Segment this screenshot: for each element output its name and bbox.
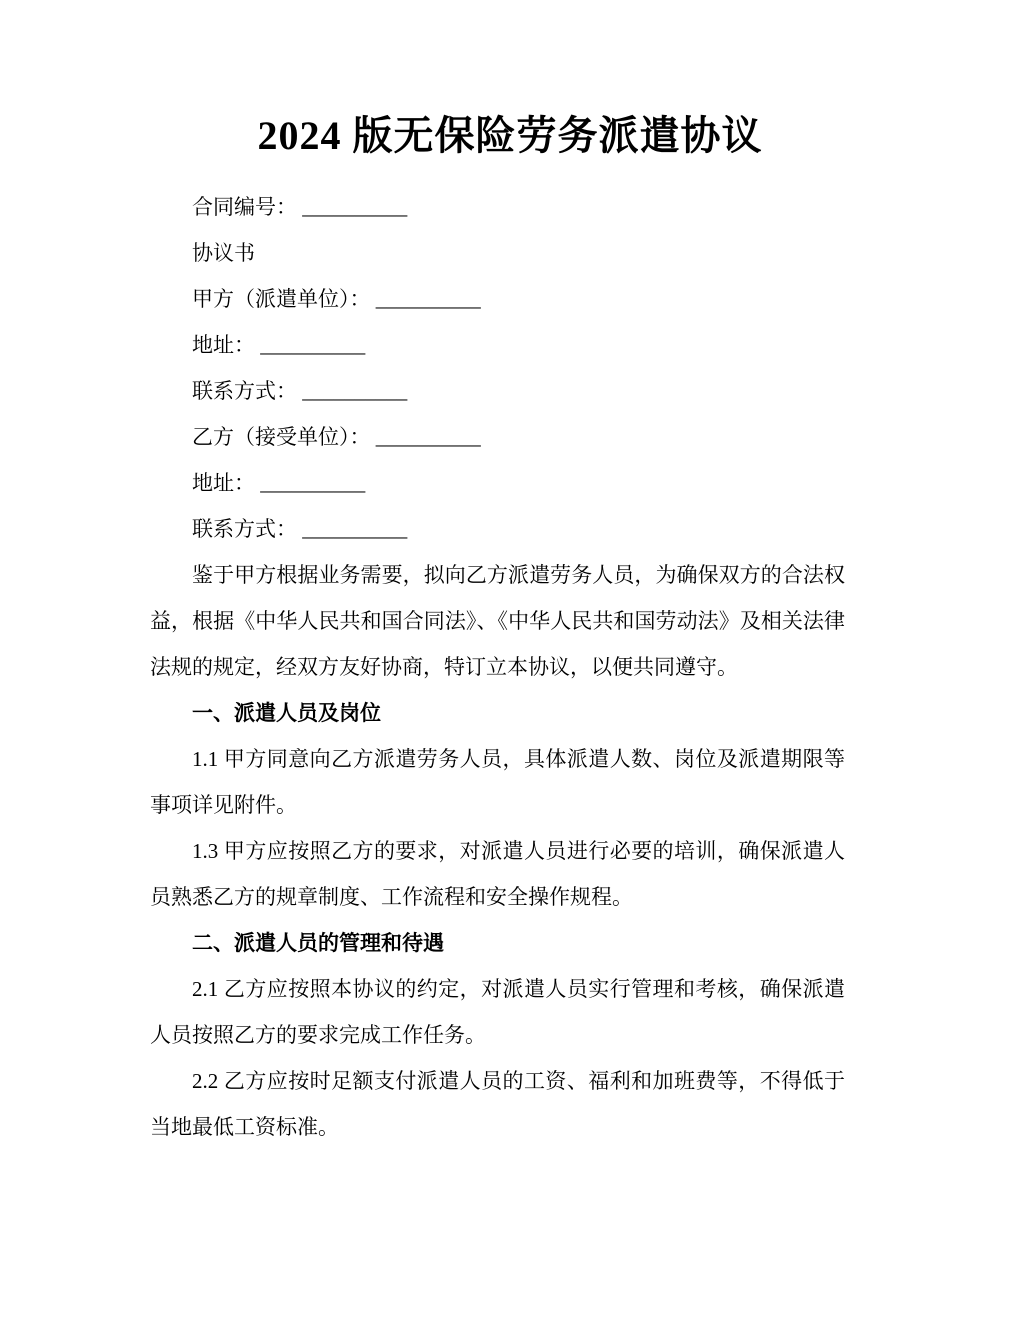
party-b-line: 乙方（接受单位）： __________ <box>192 425 481 449</box>
party-b-address-line: 地址： __________ <box>192 471 366 495</box>
section-1-heading: 一、派遣人员及岗位 <box>192 701 381 725</box>
party-b-contact-line: 联系方式： __________ <box>192 517 408 541</box>
document-title: 2024 版无保险劳务派遣协议 <box>257 113 763 158</box>
party-a-contact-line: 联系方式： __________ <box>192 379 408 403</box>
contract-number-line: 合同编号： __________ <box>192 195 408 219</box>
preamble-paragraph: 鉴于甲方根据业务需要，拟向乙方派遣劳务人员，为确保双方的合法权益，根据《中华人民共和国合同法》、《中华人民共和国劳动法》及相关法律法规的规定，经双方友好协商，特订立本协议，以便共同遵守。 <box>150 563 845 679</box>
clause-1-3: 1.3 甲方应按照乙方的要求，对派遣人员进行必要的培训，确保派遣人员熟悉乙方的规章制度、工作流程和安全操作规程。 <box>150 839 845 909</box>
agreement-doc-label: 协议书 <box>192 241 255 265</box>
clause-2-1: 2.1 乙方应按照本协议的约定，对派遣人员实行管理和考核，确保派遣人员按照乙方的要求完成工作任务。 <box>150 977 845 1047</box>
section-2-heading: 二、派遣人员的管理和待遇 <box>192 931 444 955</box>
clause-2-2: 2.2 乙方应按时足额支付派遣人员的工资、福利和加班费等，不得低于当地最低工资标准。 <box>150 1069 845 1139</box>
document-body <box>150 184 845 1150</box>
party-a-address-line: 地址： __________ <box>192 333 366 357</box>
party-a-line: 甲方（派遣单位）： __________ <box>192 287 481 311</box>
clause-1-1: 1.1 甲方同意向乙方派遣劳务人员，具体派遣人数、岗位及派遣期限等事项详见附件。 <box>150 747 845 817</box>
